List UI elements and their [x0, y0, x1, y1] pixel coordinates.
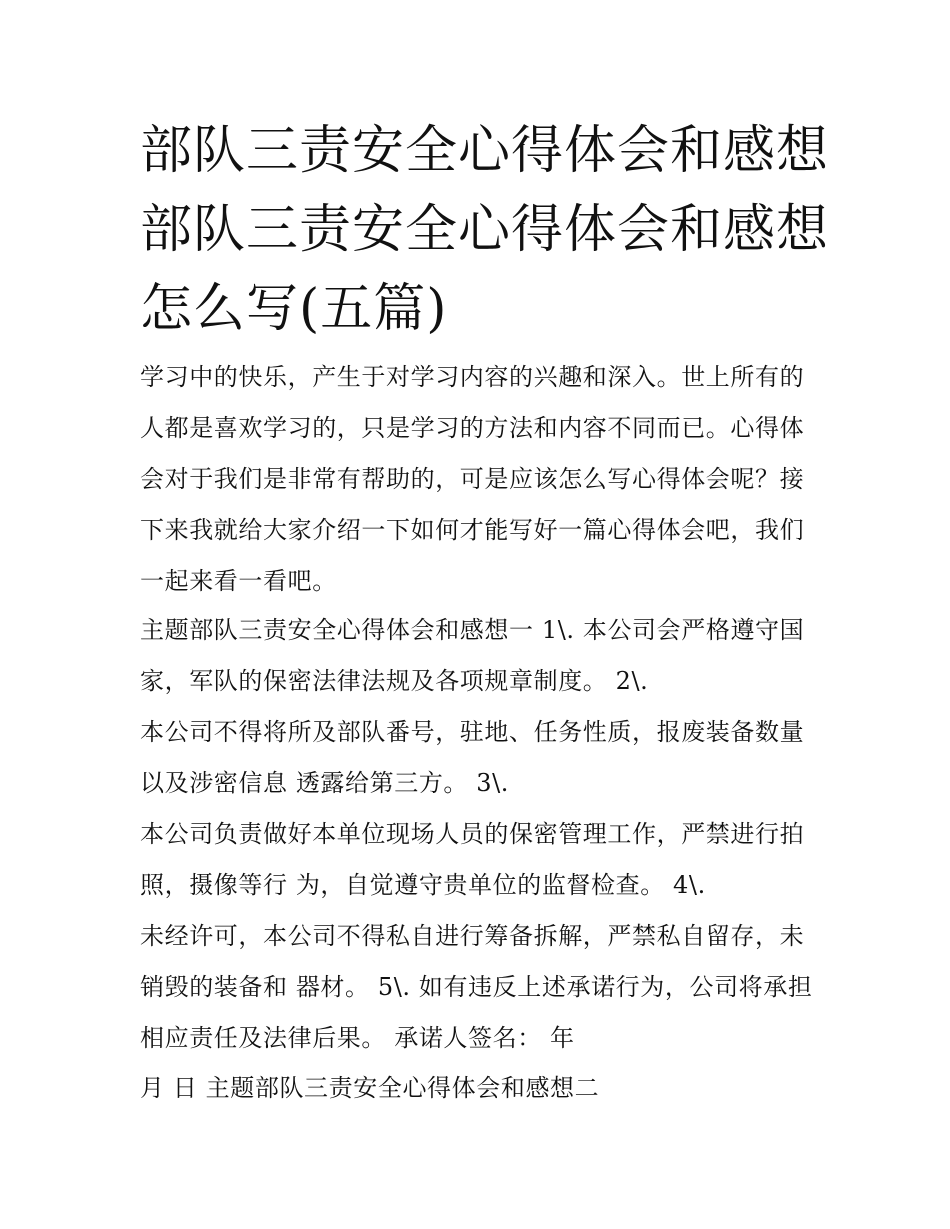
text-line: 主题部队三责安全心得体会和感想一 1\. 本公司会严格遵守国	[140, 616, 805, 644]
pledge-paragraph-4	[140, 911, 820, 1064]
text-line: 一起来看一看吧。	[140, 567, 337, 595]
text-line: 家，军队的保密法律法规及各项规章制度。 2\.	[140, 667, 649, 695]
pledge-paragraph-2	[140, 707, 820, 809]
text-line: 本公司负责做好本单位现场人员的保密管理工作，严禁进行拍	[140, 820, 805, 848]
intro-paragraph	[140, 352, 820, 607]
text-line: 未经许可，本公司不得私自进行筹备拆解，严禁私自留存，未	[140, 922, 805, 950]
title-line: 部队三责安全心得体会和感想	[140, 200, 830, 260]
title-line: 怎么写(五篇)	[140, 279, 448, 339]
text-line: 本公司不得将所及部队番号，驻地、任务性质，报废装备数量	[140, 718, 805, 746]
pledge-paragraph-3	[140, 809, 820, 911]
text-line: 月 日 主题部队三责安全心得体会和感想二	[140, 1074, 600, 1102]
text-line: 人都是喜欢学习的，只是学习的方法和内容不同而已。心得体	[140, 414, 805, 442]
text-line: 下来我就给大家介绍一下如何才能写好一篇心得体会吧，我们	[140, 516, 805, 544]
text-line: 相应责任及法律后果。 承诺人签名： 年	[140, 1024, 575, 1052]
title-line: 部队三责安全心得体会和感想	[140, 121, 830, 181]
text-line: 会对于我们是非常有帮助的，可是应该怎么写心得体会呢？接	[140, 465, 805, 493]
text-line: 销毁的装备和 器材。 5\. 如有违反上述承诺行为，公司将承担	[140, 973, 813, 1001]
document-title	[140, 112, 830, 349]
pledge-paragraph-1	[140, 605, 820, 707]
text-line: 照，摄像等行 为，自觉遵守贵单位的监督检查。 4\.	[140, 871, 706, 899]
text-line: 以及涉密信息 透露给第三方。 3\.	[140, 769, 510, 797]
closing-paragraph	[140, 1063, 820, 1114]
text-line: 学习中的快乐，产生于对学习内容的兴趣和深入。世上所有的	[140, 363, 805, 391]
